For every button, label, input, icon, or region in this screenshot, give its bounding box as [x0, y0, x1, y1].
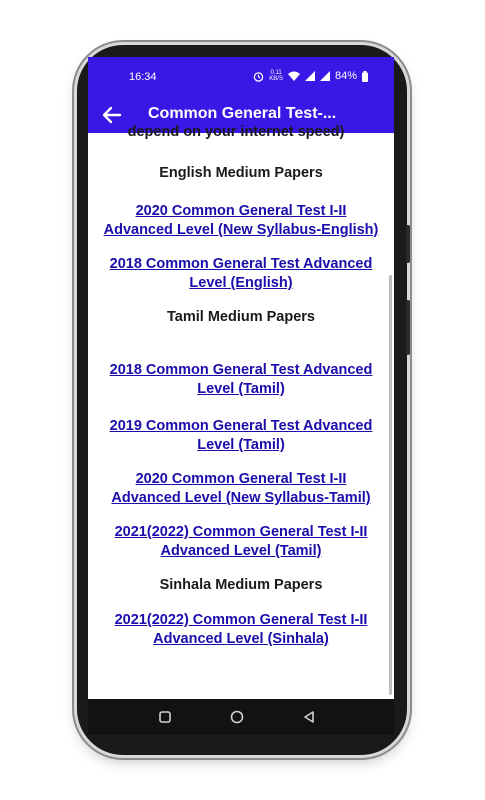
- link-line: 2019 Common General Test Advanced: [109, 418, 373, 434]
- content-area[interactable]: [88, 124, 394, 699]
- link-line: 2018 Common General Test Advanced: [109, 362, 373, 378]
- speed-unit: KB/S: [269, 76, 283, 82]
- link-line: Advanced Level (New Syllabus-Tamil): [111, 490, 371, 506]
- heading-english-medium: English Medium Papers: [159, 165, 323, 181]
- wifi-icon: [288, 71, 300, 81]
- page-title: Common General Test-...: [148, 105, 337, 122]
- link-2018-tamil[interactable]: [94, 361, 388, 399]
- phone-screen: [88, 57, 394, 735]
- link-2021-sinhala[interactable]: [94, 611, 388, 649]
- link-2020-tamil[interactable]: [94, 470, 388, 508]
- link-line: 2018 Common General Test Advanced: [109, 256, 373, 272]
- link-2019-tamil[interactable]: [94, 417, 388, 455]
- link-line: 2021(2022) Common General Test I-II: [114, 612, 368, 628]
- signal-icon: [305, 71, 315, 81]
- heading-tamil-medium: Tamil Medium Papers: [167, 309, 315, 325]
- link-line: Advanced Level (Tamil): [160, 543, 322, 559]
- link-2020-english[interactable]: [94, 202, 388, 240]
- back-icon[interactable]: [300, 708, 318, 726]
- scrollbar[interactable]: [389, 275, 392, 695]
- link-line: 2020 Common General Test I-II: [135, 203, 347, 219]
- battery-percent: 84%: [334, 70, 357, 82]
- network-speed: [269, 70, 283, 82]
- speed-value: 0.11: [270, 70, 282, 76]
- phone-power-button: [406, 300, 410, 355]
- link-line: Level (English): [189, 275, 293, 291]
- heading-sinhala-medium: Sinhala Medium Papers: [159, 577, 323, 593]
- link-line: 2020 Common General Test I-II: [135, 471, 347, 487]
- battery-icon: [362, 71, 368, 82]
- link-2018-english[interactable]: [94, 255, 388, 293]
- link-line: Level (Tamil): [197, 437, 285, 453]
- status-time: 16:34: [129, 71, 157, 83]
- link-line: Advanced Level (New Syllabus-English): [103, 222, 379, 238]
- recents-icon[interactable]: [156, 708, 174, 726]
- link-2021-tamil[interactable]: [94, 523, 388, 561]
- status-bar: [88, 57, 394, 97]
- status-icons: [253, 70, 368, 82]
- signal-icon: [320, 71, 330, 81]
- link-line: Level (Tamil): [197, 381, 285, 397]
- phone-volume-button: [406, 225, 410, 263]
- link-line: Advanced Level (Sinhala): [153, 631, 329, 647]
- home-icon[interactable]: [228, 708, 246, 726]
- clipped-info-text: depend on your internet speed): [127, 124, 345, 140]
- alarm-icon: [253, 71, 264, 82]
- link-line: 2021(2022) Common General Test I-II: [114, 524, 368, 540]
- navigation-bar: [88, 699, 394, 735]
